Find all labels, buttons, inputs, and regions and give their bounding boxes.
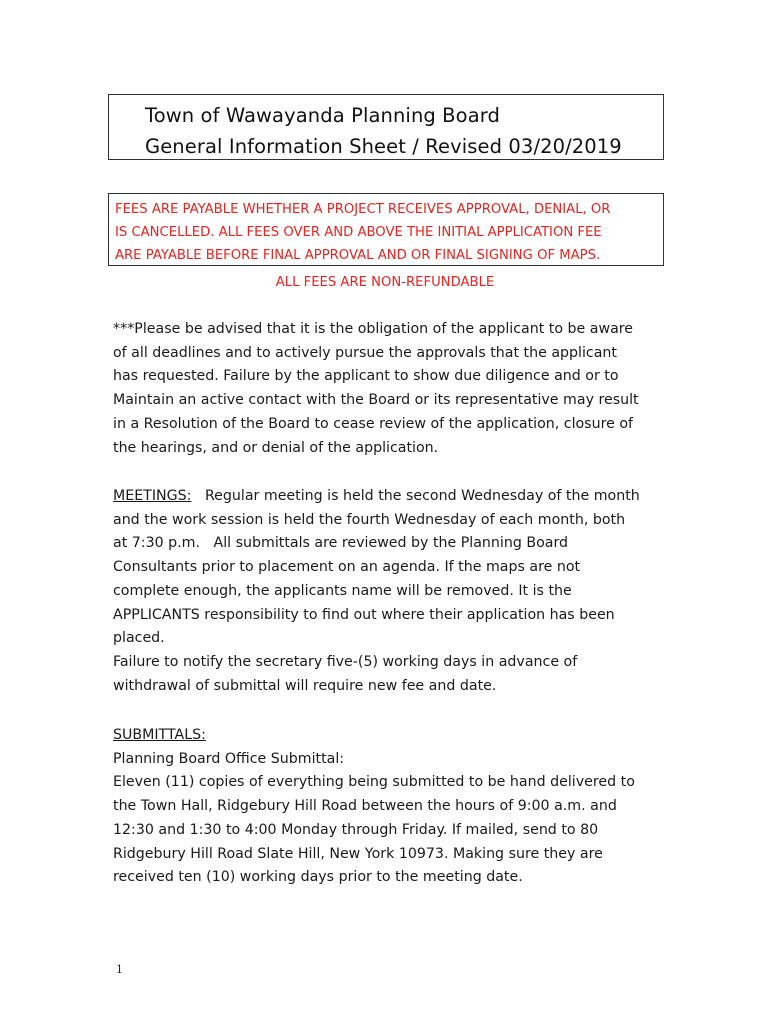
paragraph-line: Maintain an active contact with the Board or its representative may result <box>113 392 639 409</box>
paragraph-line: at 7:30 p.m. All submittals are reviewed by the Planning Board <box>113 535 569 552</box>
paragraph-line: Consultants prior to placement on an agenda. If the maps are not <box>113 559 581 576</box>
document-title: Town of Wawayanda Planning Board <box>145 104 500 127</box>
fees-notice-line: IS CANCELLED. ALL FEES OVER AND ABOVE THE INITIAL APPLICATION FEE <box>115 225 602 240</box>
page-number: 1 <box>116 963 123 976</box>
meetings-section <box>113 485 640 698</box>
fees-notice-line: ARE PAYABLE BEFORE FINAL APPROVAL AND OR FINAL SIGNING OF MAPS. <box>115 248 601 263</box>
paragraph-line: received ten (10) working days prior to the meeting date. <box>113 869 523 886</box>
paragraph-line: and the work session is held the fourth Wednesday of each month, both <box>113 511 626 528</box>
fees-notice-box <box>108 193 664 266</box>
paragraph-line: complete enough, the applicants name will be removed. It is the <box>113 582 572 599</box>
paragraph-line: 12:30 and 1:30 to 4:00 Monday through Friday. If mailed, send to 80 <box>113 821 599 838</box>
meetings-heading: MEETINGS: <box>113 488 192 504</box>
submittals-section <box>113 724 635 890</box>
paragraph-line: has requested. Failure by the applicant to show due diligence and or to <box>113 368 619 385</box>
fees-notice-line: FEES ARE PAYABLE WHETHER A PROJECT RECEIVES APPROVAL, DENIAL, OR <box>115 202 611 217</box>
title-box <box>108 94 664 160</box>
paragraph-line: the Town Hall, Ridgebury Hill Road between the hours of 9:00 a.m. and <box>113 798 617 815</box>
document-subtitle: General Information Sheet / Revised 03/20/2019 <box>145 135 622 158</box>
submittals-heading: SUBMITTALS: <box>113 727 206 743</box>
paragraph-line: APPLICANTS responsibility to find out where their application has been <box>113 606 615 623</box>
paragraph-line: Failure to notify the secretary five-(5) working days in advance of <box>113 653 578 670</box>
meetings-first-text: Regular meeting is held the second Wednesday of the month <box>204 488 640 504</box>
paragraph-line: ***Please be advised that it is the obligation of the applicant to be aware <box>113 321 634 337</box>
paragraph-line: in a Resolution of the Board to cease review of the application, closure of <box>113 415 634 432</box>
non-refundable-notice: ALL FEES ARE NON-REFUNDABLE <box>275 275 495 290</box>
paragraph-line: Eleven (11) copies of everything being submitted to be hand delivered to <box>113 774 635 791</box>
paragraph-line: placed. <box>113 630 165 647</box>
paragraph-line: Planning Board Office Submittal: <box>113 750 345 767</box>
paragraph-line: the hearings, and or denial of the application. <box>113 439 439 456</box>
advisory-paragraph <box>113 318 639 460</box>
meetings-first-line <box>113 485 640 509</box>
paragraph-line: of all deadlines and to actively pursue the approvals that the applicant <box>113 344 617 361</box>
paragraph-line: Ridgebury Hill Road Slate Hill, New York 10973. Making sure they are <box>113 845 603 862</box>
paragraph-line: withdrawal of submittal will require new fee and date. <box>113 677 497 694</box>
